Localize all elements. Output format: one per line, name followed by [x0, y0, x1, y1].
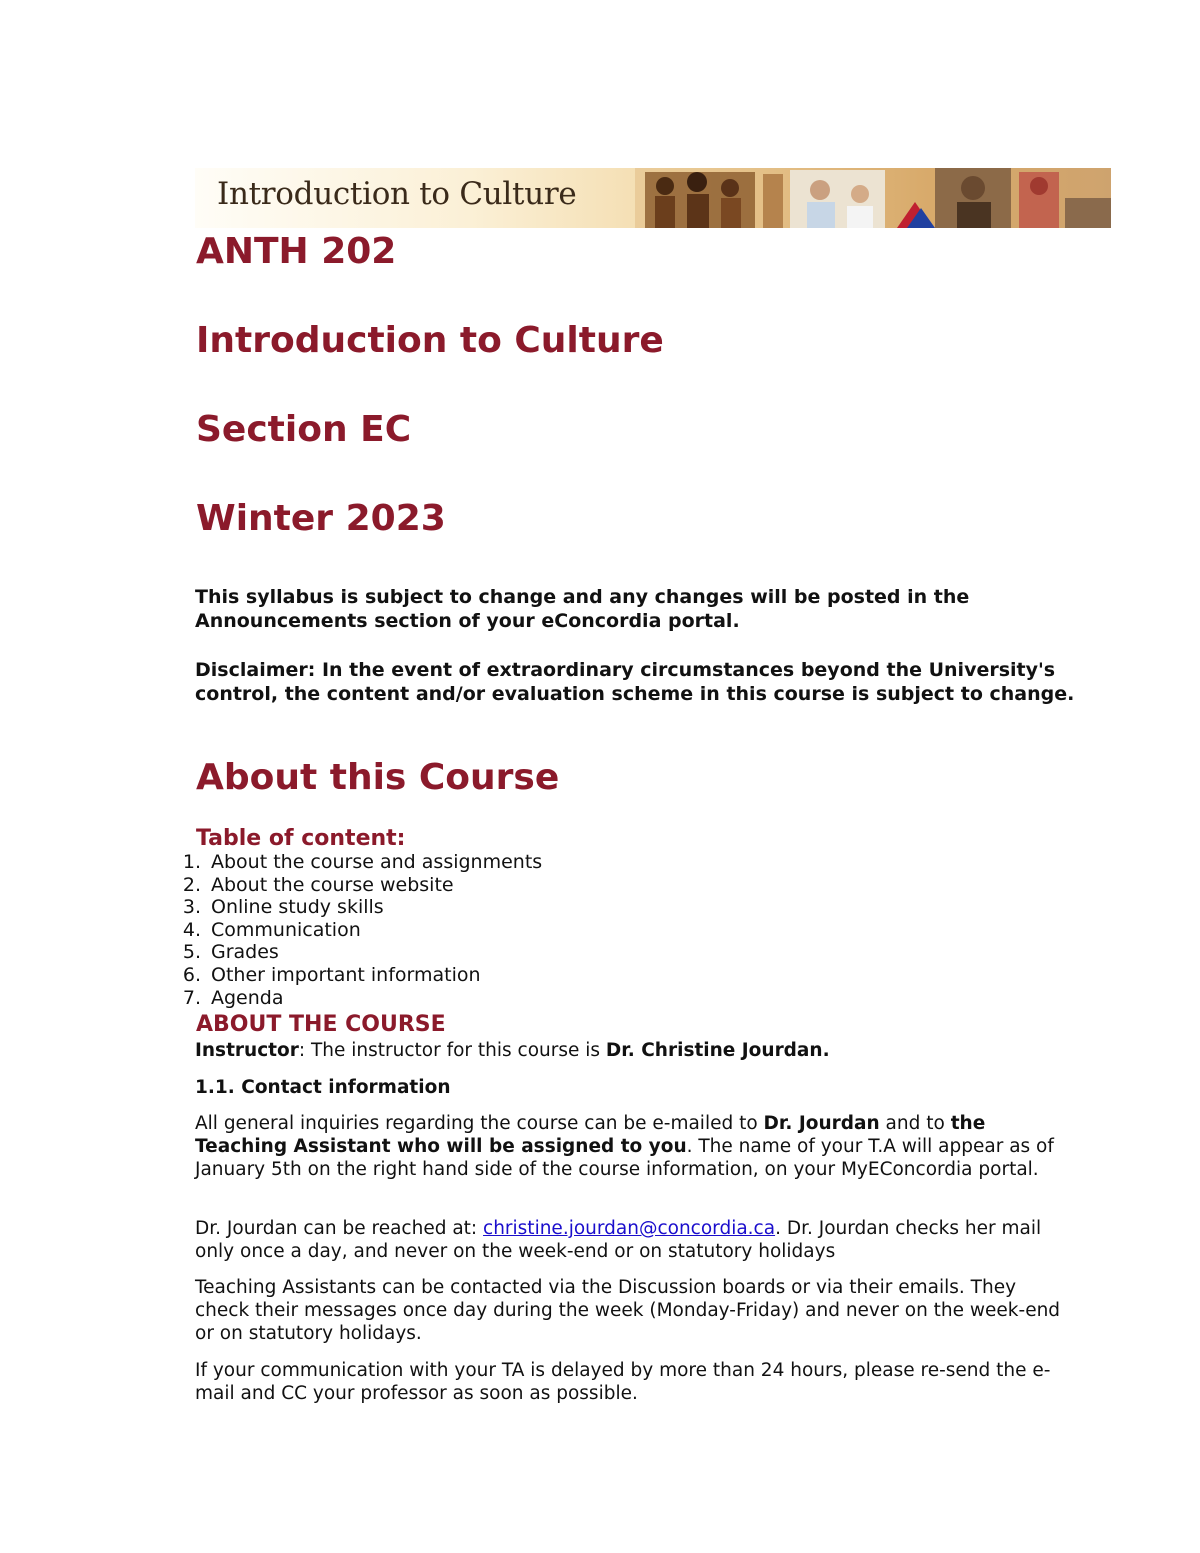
toc-number: 2.	[182, 873, 201, 896]
course-banner	[195, 168, 1111, 228]
contact-info-heading: 1.1. Contact information	[195, 1077, 451, 1098]
toc-label: Other important information	[211, 963, 481, 986]
about-the-course-title: ABOUT THE COURSE	[196, 1012, 446, 1037]
table-of-contents	[173, 851, 542, 1009]
inquiries-text: All general inquiries regarding the course can be e-mailed to	[195, 1113, 764, 1134]
syllabus-notice: This syllabus is subject to change and any changes will be posted in the Announcements section of your eConcordia portal.	[195, 586, 970, 632]
instructor-email-link[interactable]: christine.jourdan@concordia.ca	[483, 1218, 776, 1239]
inquiries-text: and to	[879, 1113, 951, 1134]
toc-label: Agenda	[211, 986, 284, 1009]
toc-item-5	[173, 941, 542, 964]
toc-label: Grades	[211, 941, 279, 964]
reach-text: . Dr. Jourdan checks her mail only once a day, and never on the week-end or on statutory holidays	[195, 1218, 1042, 1262]
toc-number: 4.	[182, 918, 201, 941]
instructor-name: Dr. Christine Jourdan.	[605, 1040, 830, 1061]
reach-text: Dr. Jourdan can be reached at:	[195, 1218, 484, 1239]
toc-item-4	[173, 919, 542, 942]
course-title-heading: Introduction to Culture	[196, 320, 664, 361]
section-heading: Section EC	[196, 409, 412, 450]
toc-label: Communication	[211, 918, 361, 941]
toc-item-3	[173, 896, 542, 919]
instructor-label: Instructor	[195, 1040, 299, 1061]
reach-paragraph	[195, 1217, 1075, 1263]
toc-number: 7.	[182, 986, 201, 1009]
toc-number: 1.	[182, 851, 201, 873]
course-code-heading: ANTH 202	[196, 231, 397, 272]
banner-title: Introduction to Culture	[217, 176, 577, 212]
toc-item-1	[173, 851, 542, 874]
delay-paragraph: If your communication with your TA is delayed by more than 24 hours, please re-send the e-mail and CC your professor as soon as possible.	[195, 1360, 1051, 1404]
toc-label: About the course and assignments	[211, 851, 543, 873]
toc-number: 5.	[182, 941, 201, 964]
toc-number: 6.	[182, 963, 201, 986]
banner-photo-collage	[635, 168, 1111, 228]
toc-item-2	[173, 874, 542, 897]
toc-item-7	[173, 987, 542, 1010]
toc-item-6	[173, 964, 542, 987]
toc-number: 3.	[182, 896, 201, 919]
inquiries-paragraph	[195, 1112, 1075, 1181]
inquiries-text: . The name of your T.A will appear as of January 5th on the right hand side of the course information, on your MyEConcordia portal.	[195, 1136, 1054, 1180]
instructor-line	[195, 1039, 1075, 1062]
toc-label: About the course website	[211, 873, 454, 896]
about-course-heading: About this Course	[196, 757, 560, 798]
inquiries-ta: the Teaching Assistant who will be assigned to you	[195, 1113, 986, 1157]
term-heading: Winter 2023	[196, 498, 446, 539]
ta-contact-paragraph: Teaching Assistants can be contacted via the Discussion boards or via their emails. They check their messages once day during the week (Monday-Friday) and never on the week-end or on statutory holidays.	[195, 1277, 1061, 1344]
instructor-text: : The instructor for this course is	[298, 1040, 606, 1061]
disclaimer-notice: Disclaimer: In the event of extraordinary circumstances beyond the University's control, the content and/or evaluation scheme in this course is subject to change.	[195, 659, 1075, 705]
toc-title: Table of content:	[196, 826, 406, 851]
toc-label: Online study skills	[211, 896, 384, 919]
inquiries-name: Dr. Jourdan	[763, 1113, 880, 1134]
